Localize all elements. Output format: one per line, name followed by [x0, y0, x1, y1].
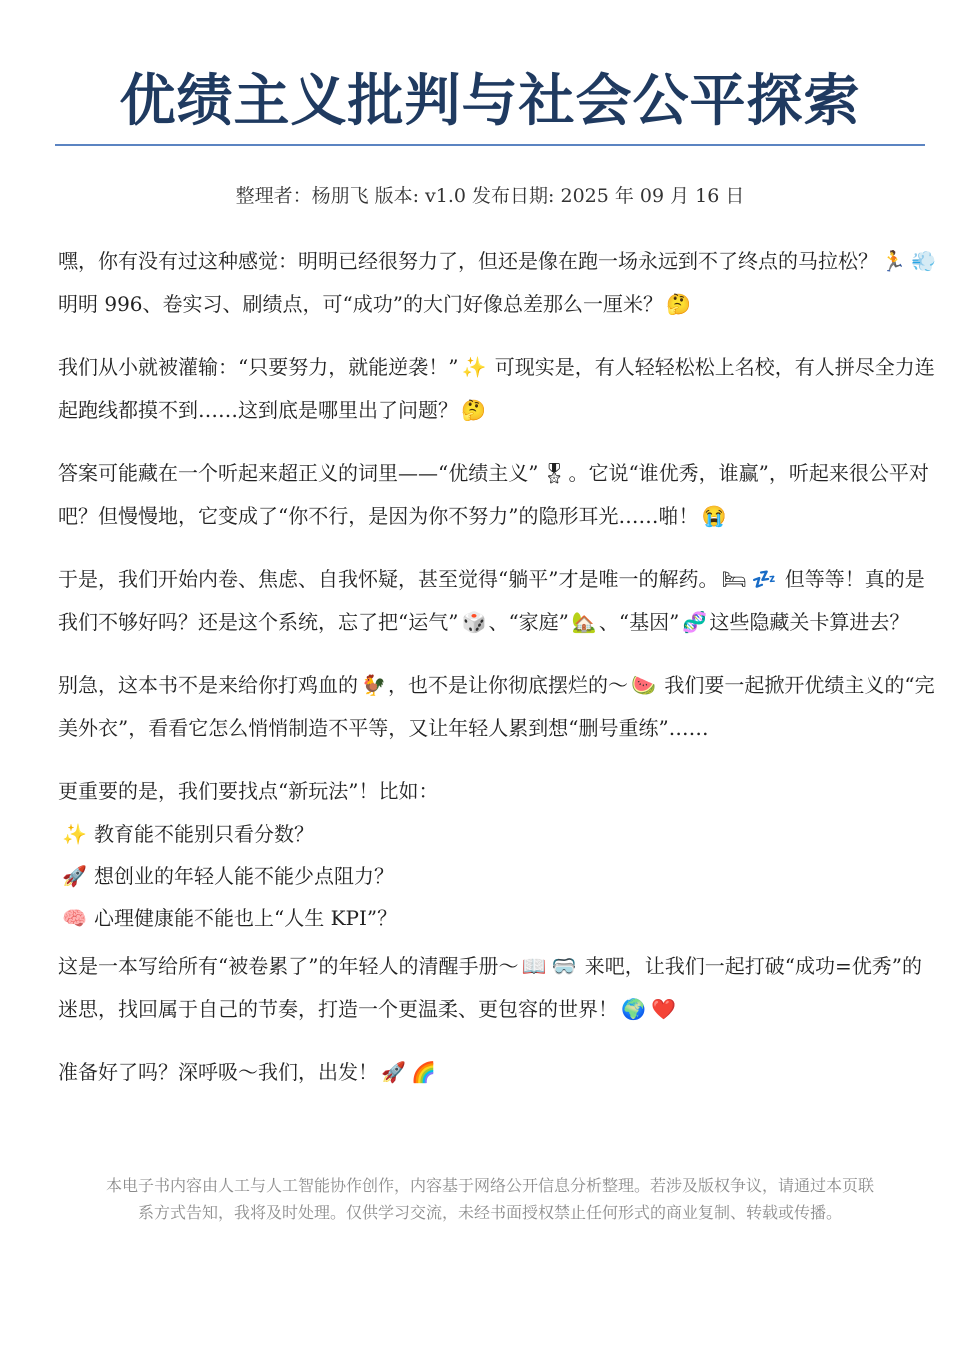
title-divider: [55, 144, 925, 146]
p4-text-e: 这些隐藏关卡算进去？: [709, 610, 910, 634]
paragraph-4: [58, 558, 938, 644]
p4-text-d: 、“基因”: [598, 610, 680, 634]
dna-icon: 🧬: [682, 610, 708, 634]
rocket-icon: 🚀: [381, 1060, 406, 1084]
watermelon-icon: 🍉: [631, 673, 656, 697]
glasses-icon: 🥽: [551, 954, 577, 978]
brain-icon: 🧠: [62, 906, 87, 930]
bed-icon: 🛏: [721, 567, 747, 591]
paragraph-7: [58, 945, 938, 1031]
globe-icon: 🌍: [621, 997, 646, 1021]
sparkles-icon: ✨: [461, 355, 487, 379]
p7-text-b: 来吧，让我们一起打破“成功=优秀”的迷思，找回属于自己的节奏，打造一个更温柔、更包容的世界！: [58, 954, 923, 1021]
p2-text-b: 可现实是，有人轻轻松松上名校，有人拼尽全力连起跑线都摸不到……这到底是哪里出了问题？: [58, 355, 935, 422]
p5-text-a: 别急，这本书不是来给你打鸡血的: [58, 673, 358, 697]
wind-icon: 💨: [911, 249, 936, 273]
medal-icon: 🎖: [541, 461, 567, 485]
p1-text-b: 明明 996、卷实习、刷绩点，可“成功”的大门好像总差那么一厘米？: [58, 292, 663, 316]
paragraph-6: 更重要的是，我们要找点“新玩法”！比如：: [58, 779, 439, 803]
p2-text-a: 我们从小就被灌输：“只要努力，就能逆袭！”: [58, 355, 459, 379]
body-text: [58, 240, 938, 1114]
p3-text-b: 。它说“谁优秀，谁赢”，听起来很公平对吧？但慢慢地，它变成了“你不行，是因为你不努力”的隐形耳光……啪！: [58, 461, 929, 528]
p4-text-c: 、“家庭”: [488, 610, 569, 634]
copyright-notice: [55, 1172, 925, 1226]
rocket-icon: 🚀: [62, 864, 87, 888]
paragraph-8: [58, 1051, 938, 1094]
list-item-text: 心理健康能不能也上“人生 KPI”？: [94, 906, 398, 930]
confused-face-icon: 🤔: [461, 398, 486, 422]
idea-list: [58, 813, 938, 939]
footer-line-2: 系方式告知，我将及时处理。仅供学习交流，未经书面授权禁止任何形式的商业复制、转载或传播。: [137, 1203, 842, 1222]
heart-icon: ❤️: [651, 997, 676, 1021]
list-item: [58, 897, 938, 939]
document-meta: 整理者：杨朋飞 版本: v1.0 发布日期: 2025 年 09 月 16 日: [235, 185, 745, 207]
house-icon: 🏡: [571, 610, 597, 634]
p1-text-a: 嘿，你有没有过这种感觉：明明已经很努力了，但还是像在跑一场永远到不了终点的马拉松？: [58, 249, 878, 273]
list-item: [58, 813, 938, 855]
runner-icon: 🏃: [881, 249, 906, 273]
paragraph-2: [58, 346, 938, 432]
list-item-text: 想创业的年轻人能不能少点阻力？: [94, 864, 394, 888]
sparkles-icon: ✨: [62, 822, 87, 846]
p5-text-b: ，也不是让你彻底摆烂的～: [388, 673, 628, 697]
p5-text-c: 我们要一起掀开优绩主义的“完美外衣”，看看它怎么悄悄制造不平等，又让年轻人累到想“删号重练”……: [58, 673, 935, 740]
p4-text-b: 但等等！真的是我们不够好吗？还是这个系统，忘了把“运气”: [58, 567, 925, 634]
confused-face-icon: 🤔: [665, 292, 691, 316]
footer-line-1: 本电子书内容由人工与人工智能协作创作，内容基于网络公开信息分析整理。若涉及版权争议，请通过本页联: [105, 1176, 874, 1195]
book-icon: 📖: [521, 954, 547, 978]
paragraph-3: [58, 452, 938, 538]
dice-icon: 🎲: [461, 610, 487, 634]
p3-text-a: 答案可能藏在一个听起来超正义的词里——“优绩主义”: [58, 461, 539, 485]
crying-face-icon: 😭: [701, 504, 727, 528]
list-item-text: 教育能不能别只看分数？: [94, 822, 314, 846]
sleep-icon: 💤: [751, 567, 777, 591]
paragraph-1: [58, 240, 938, 326]
list-item: [58, 855, 938, 897]
p8-text-a: 准备好了吗？深呼吸～我们，出发！: [58, 1060, 378, 1084]
page-title: 优绩主义批判与社会公平探索: [119, 69, 861, 134]
rainbow-icon: 🌈: [411, 1060, 436, 1084]
rooster-icon: 🐓: [361, 673, 386, 697]
p7-text-a: 这是一本写给所有“被卷累了”的年轻人的清醒手册～: [58, 954, 519, 978]
p4-text-a: 于是，我们开始内卷、焦虑、自我怀疑，甚至觉得“躺平”才是唯一的解药。: [58, 567, 719, 591]
paragraph-5: [58, 664, 938, 750]
